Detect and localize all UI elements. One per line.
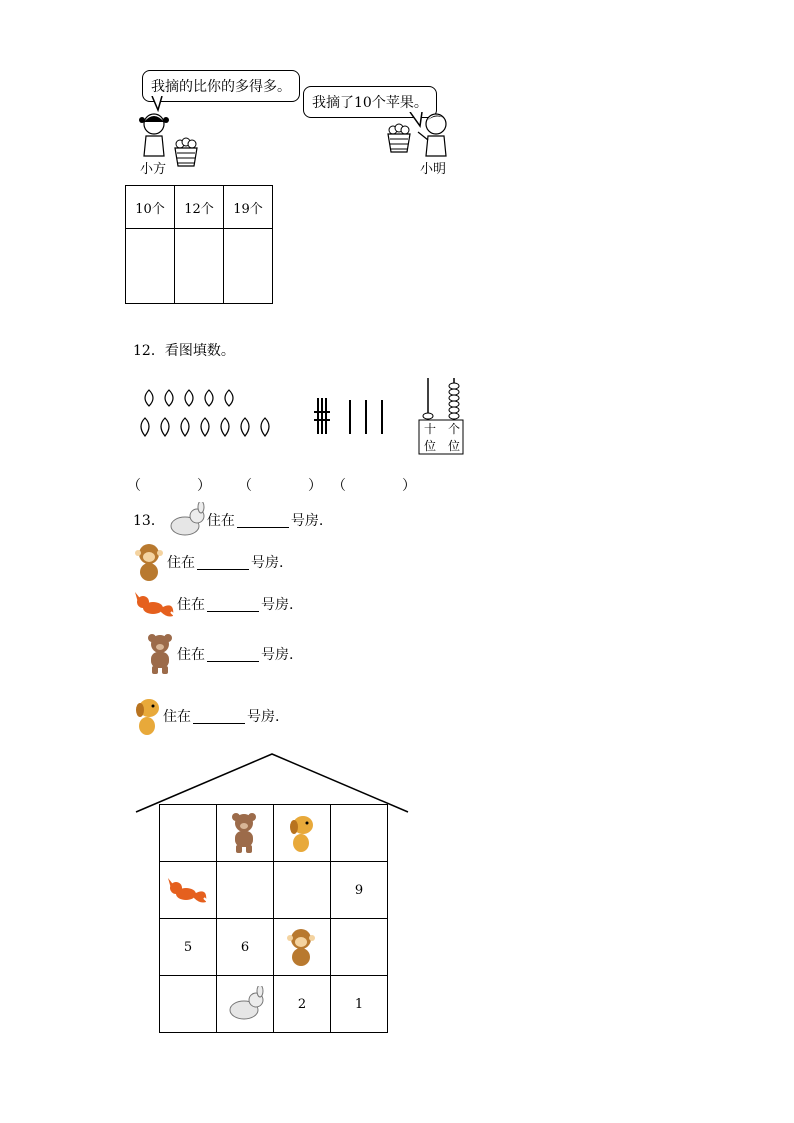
- abacus-label-ones: 个: [448, 422, 461, 436]
- right-speech-text: 我摘了10个苹果。: [312, 95, 428, 111]
- room-cell: [274, 805, 331, 862]
- option-10: 10个: [126, 186, 175, 229]
- room-cell: [160, 862, 217, 919]
- q13-line-monkey: [133, 542, 283, 582]
- room-cell: [274, 862, 331, 919]
- apple-basket-icon: [172, 136, 200, 168]
- option-12: 12个: [175, 186, 224, 229]
- answer-blank[interactable]: [193, 709, 245, 724]
- answer-cell[interactable]: [175, 229, 224, 304]
- abacus-label-tens: 十: [424, 422, 437, 436]
- q13-text-before: 住在: [167, 555, 195, 571]
- rabbit-icon: [165, 502, 207, 538]
- left-name: 小方: [140, 162, 167, 177]
- q13-text-before: 住在: [177, 597, 205, 613]
- options-table: [125, 185, 273, 304]
- room-cell: [217, 976, 274, 1033]
- q13-text-after: 号房.: [251, 555, 284, 571]
- rabbit-icon: [224, 986, 266, 1022]
- room-cell: [331, 919, 388, 976]
- q13-line-bear: [145, 632, 293, 676]
- room-number: 1: [331, 976, 388, 1033]
- q13-text-after: 号房.: [290, 513, 324, 529]
- answer-blank[interactable]: [237, 513, 289, 528]
- room-cell: [274, 919, 331, 976]
- q13-text-after: 号房.: [261, 647, 294, 663]
- q13-text-before: 住在: [177, 647, 205, 663]
- room-number: 6: [217, 919, 274, 976]
- answer-blank-sticks[interactable]: （ ）: [238, 478, 322, 494]
- room-cell: [217, 862, 274, 919]
- peaches-icon: [135, 386, 285, 444]
- answer-blank-abacus[interactable]: （ ）: [332, 478, 416, 494]
- right-name: 小明: [420, 162, 447, 177]
- left-speech-text: 我摘的比你的多得多。: [151, 79, 291, 95]
- room-number: 9: [331, 862, 388, 919]
- room-cell: [217, 805, 274, 862]
- option-19: 19个: [224, 186, 273, 229]
- girl-icon: [134, 110, 174, 160]
- q13-line-rabbit: [133, 502, 323, 538]
- room-cell: [160, 805, 217, 862]
- dog-icon: [133, 696, 163, 736]
- q13-text-before: 住在: [206, 513, 235, 529]
- fox-icon: [133, 588, 177, 620]
- house-grid: [159, 804, 388, 1033]
- bear-icon: [229, 811, 261, 855]
- q13-line-fox: [133, 588, 293, 620]
- abacus-label-place: 位: [424, 439, 437, 453]
- q13-text-after: 号房.: [247, 709, 280, 725]
- q13-text-after: 号房.: [261, 597, 294, 613]
- abacus-label-place: 位: [448, 439, 461, 453]
- bear-icon: [145, 632, 177, 676]
- answer-cell[interactable]: [224, 229, 273, 304]
- counting-sticks-icon: [312, 394, 392, 438]
- monkey-icon: [133, 542, 167, 582]
- answer-blank[interactable]: [207, 597, 259, 612]
- q12-title: 12．看图填数。: [133, 343, 235, 359]
- answer-blank-peaches[interactable]: （ ）: [127, 478, 211, 494]
- q13-number: 13．: [133, 513, 165, 529]
- fox-icon: [166, 874, 210, 906]
- q13-text-before: 住在: [163, 709, 191, 725]
- room-number: 5: [160, 919, 217, 976]
- boy-icon: [414, 110, 454, 160]
- dog-icon: [287, 813, 317, 853]
- monkey-icon: [285, 927, 319, 967]
- q13-line-dog: [133, 696, 279, 736]
- answer-cell[interactable]: [126, 229, 175, 304]
- room-cell: [331, 805, 388, 862]
- room-cell: [160, 976, 217, 1033]
- room-number: 2: [274, 976, 331, 1033]
- apple-basket-icon: [385, 122, 413, 154]
- answer-blank[interactable]: [197, 555, 249, 570]
- answer-blank[interactable]: [207, 647, 259, 662]
